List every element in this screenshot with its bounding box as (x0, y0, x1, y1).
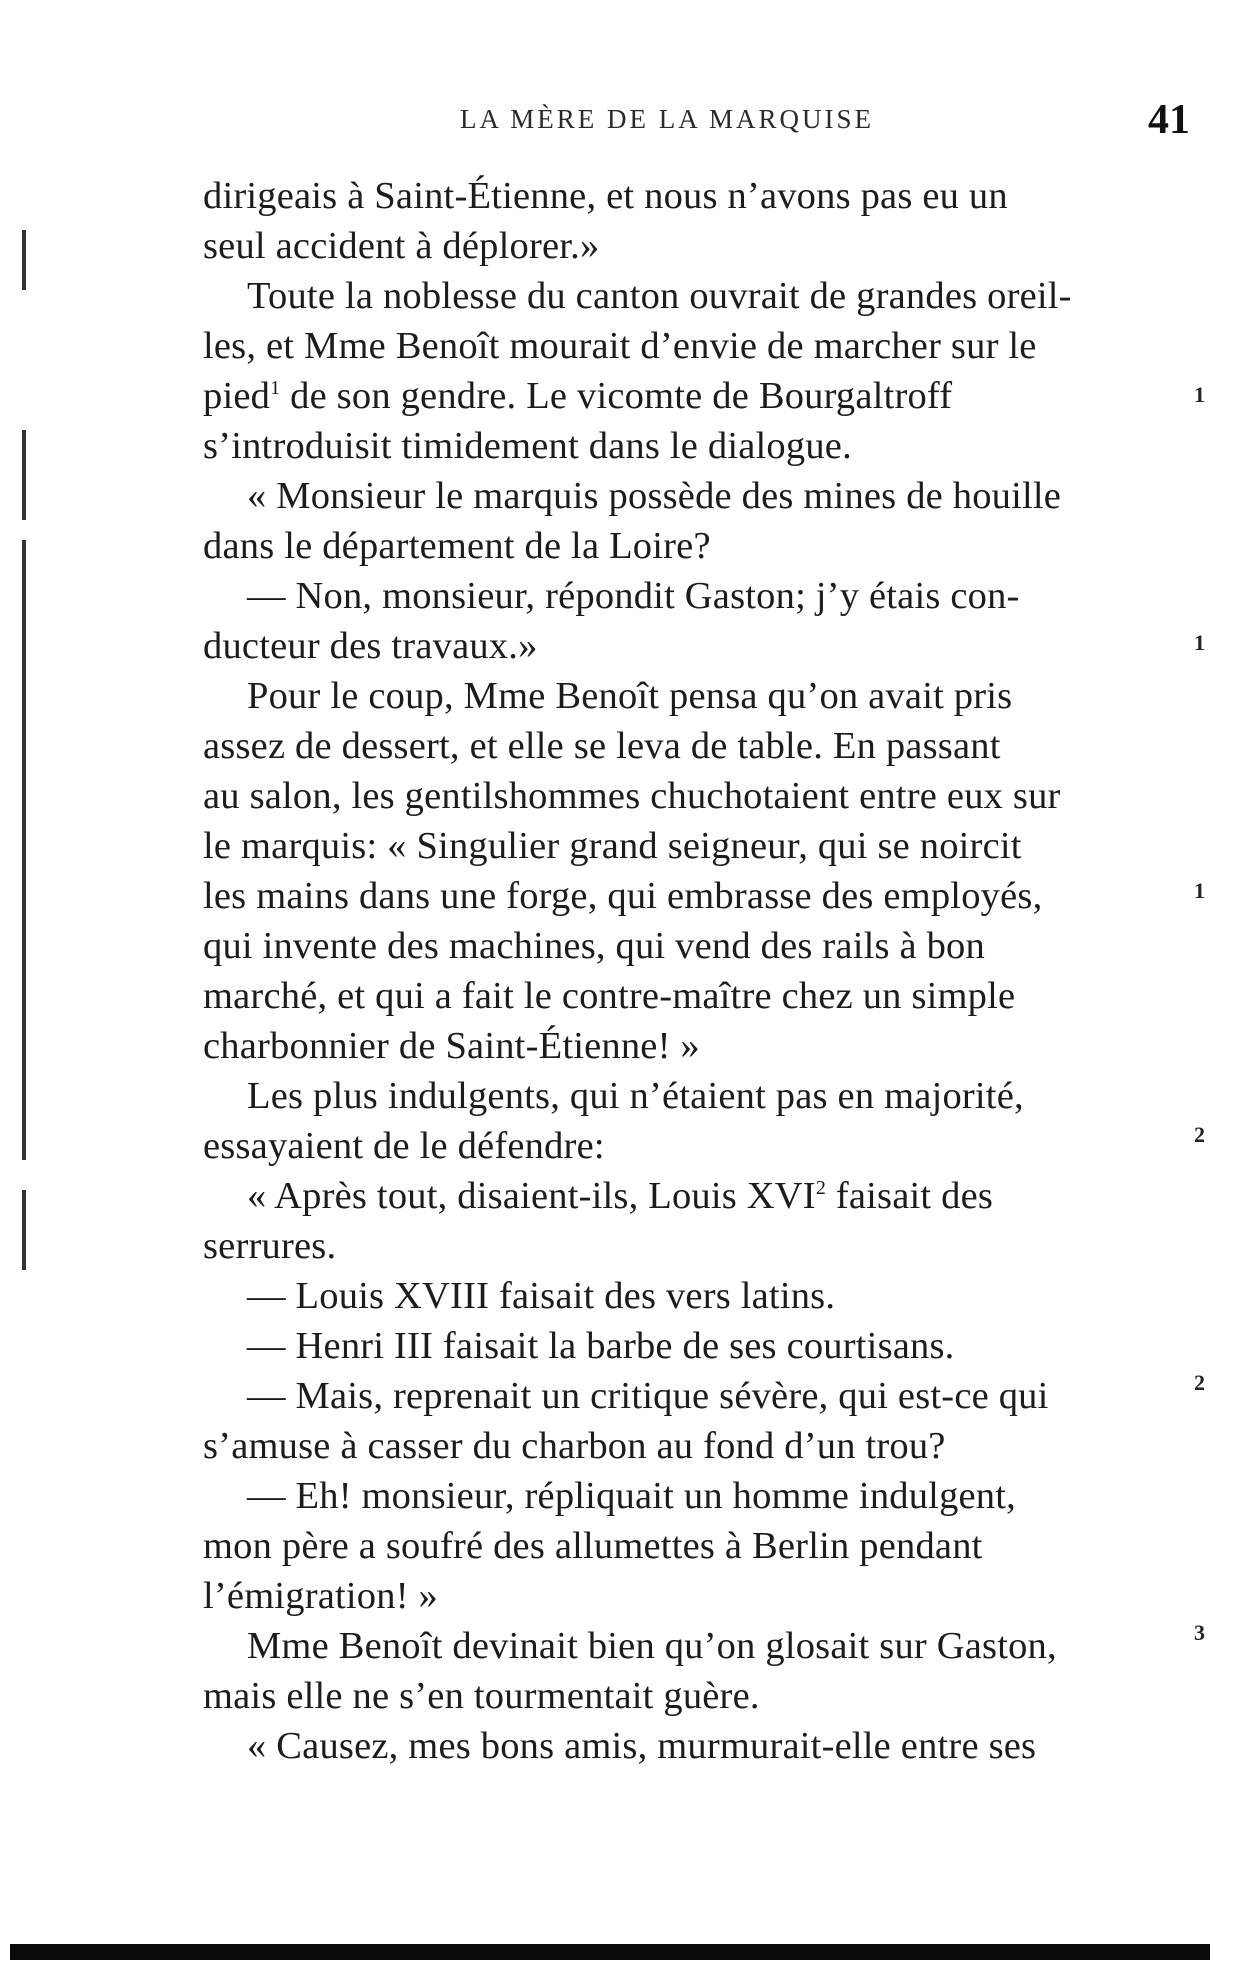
margin-mark: 1 (1194, 878, 1205, 903)
text-line: marché, et qui a fait le contre-maître chez un simple (203, 975, 1016, 1017)
page-number: 41 (1148, 97, 1190, 143)
dialogue-line: — Louis XVIII faisait des vers latins. (247, 1275, 836, 1317)
scan-edge-mark (22, 1190, 26, 1270)
paragraph-start-line: Pour le coup, Mme Benoît pensa qu’on avait pris (247, 675, 1013, 717)
text-line: mais elle ne s’en tourmentait guère. (203, 1675, 760, 1717)
margin-mark: 1 (1194, 382, 1205, 407)
footnote-ref: 2 (815, 1177, 827, 1200)
dialogue-line: — Mais, reprenait un critique sévère, qui est-ce qui (247, 1375, 1049, 1417)
paragraph-start-line: Toute la noblesse du canton ouvrait de grandes oreil- (247, 275, 1072, 317)
text-line-with-footnote (203, 371, 1183, 421)
margin-mark: 2 (1194, 1122, 1205, 1147)
text-line: l’émigration! » (203, 1575, 438, 1617)
text-line: assez de dessert, et elle se leva de table. En passant (203, 725, 1001, 767)
dialogue-line: — Non, monsieur, répondit Gaston; j’y étais con- (247, 575, 1020, 617)
text-line: qui invente des machines, qui vend des rails à bon (203, 925, 985, 967)
paragraph-start-line: Mme Benoît devinait bien qu’on glosait sur Gaston, (247, 1625, 1057, 1667)
scan-edge-mark (22, 540, 26, 1160)
scan-edge-mark (22, 430, 26, 520)
text-line: s’amuse à casser du charbon au fond d’un trou? (203, 1425, 946, 1467)
text-line: les, et Mme Benoît mourait d’envie de marcher sur le (203, 325, 1037, 367)
text-line: seul accident à déplorer.» (203, 225, 600, 267)
paragraph-start-line: « Monsieur le marquis possède des mines de houille (247, 475, 1062, 517)
text-line: essayaient de le défendre: (203, 1125, 605, 1167)
text-line: le marquis: « Singulier grand seigneur, qui se noircit (203, 825, 1022, 867)
margin-mark: 2 (1194, 1370, 1205, 1395)
text-segment: pied$^1$ de son gendre. Le vicomte de Bourgaltroff (203, 375, 953, 417)
text-line: dans le département de la Loire? (203, 525, 711, 567)
text-line: serrures. (203, 1225, 337, 1267)
dialogue-line: « Après tout, disaient-ils, Louis XVI$^2$ faisait des (247, 1175, 994, 1217)
paragraph-start-line: Les plus indulgents, qui n’étaient pas en majorité, (247, 1075, 1024, 1117)
footnote-ref: 1 (270, 377, 281, 400)
running-title: LA MÈRE DE LA MARQUISE (460, 104, 875, 134)
text-line: au salon, les gentilshommes chuchotaient entre eux sur (203, 775, 1061, 817)
scan-edge-mark (22, 230, 26, 290)
text-line: charbonnier de Saint-Étienne! » (203, 1025, 700, 1067)
margin-mark: 1 (1194, 630, 1205, 655)
text-line: dirigeais à Saint-Étienne, et nous n’avons pas eu un (203, 175, 1008, 217)
text-line: s’introduisit timidement dans le dialogue. (203, 425, 852, 467)
dialogue-line: — Eh! monsieur, répliquait un homme indulgent, (247, 1475, 1016, 1517)
body-text (203, 171, 1183, 1771)
text-line: ducteur des travaux.» (203, 625, 538, 667)
dialogue-line: « Causez, mes bons amis, murmurait-elle entre ses (247, 1725, 1037, 1767)
text-line: les mains dans une forge, qui embrasse des employés, (203, 875, 1043, 917)
scan-bottom-bar (10, 1944, 1210, 1960)
dialogue-line: — Henri III faisait la barbe de ses courtisans. (247, 1325, 955, 1367)
margin-marks (1194, 0, 1234, 1967)
text-line: mon père a soufré des allumettes à Berlin pendant (203, 1525, 983, 1567)
margin-mark: 3 (1194, 1620, 1205, 1645)
